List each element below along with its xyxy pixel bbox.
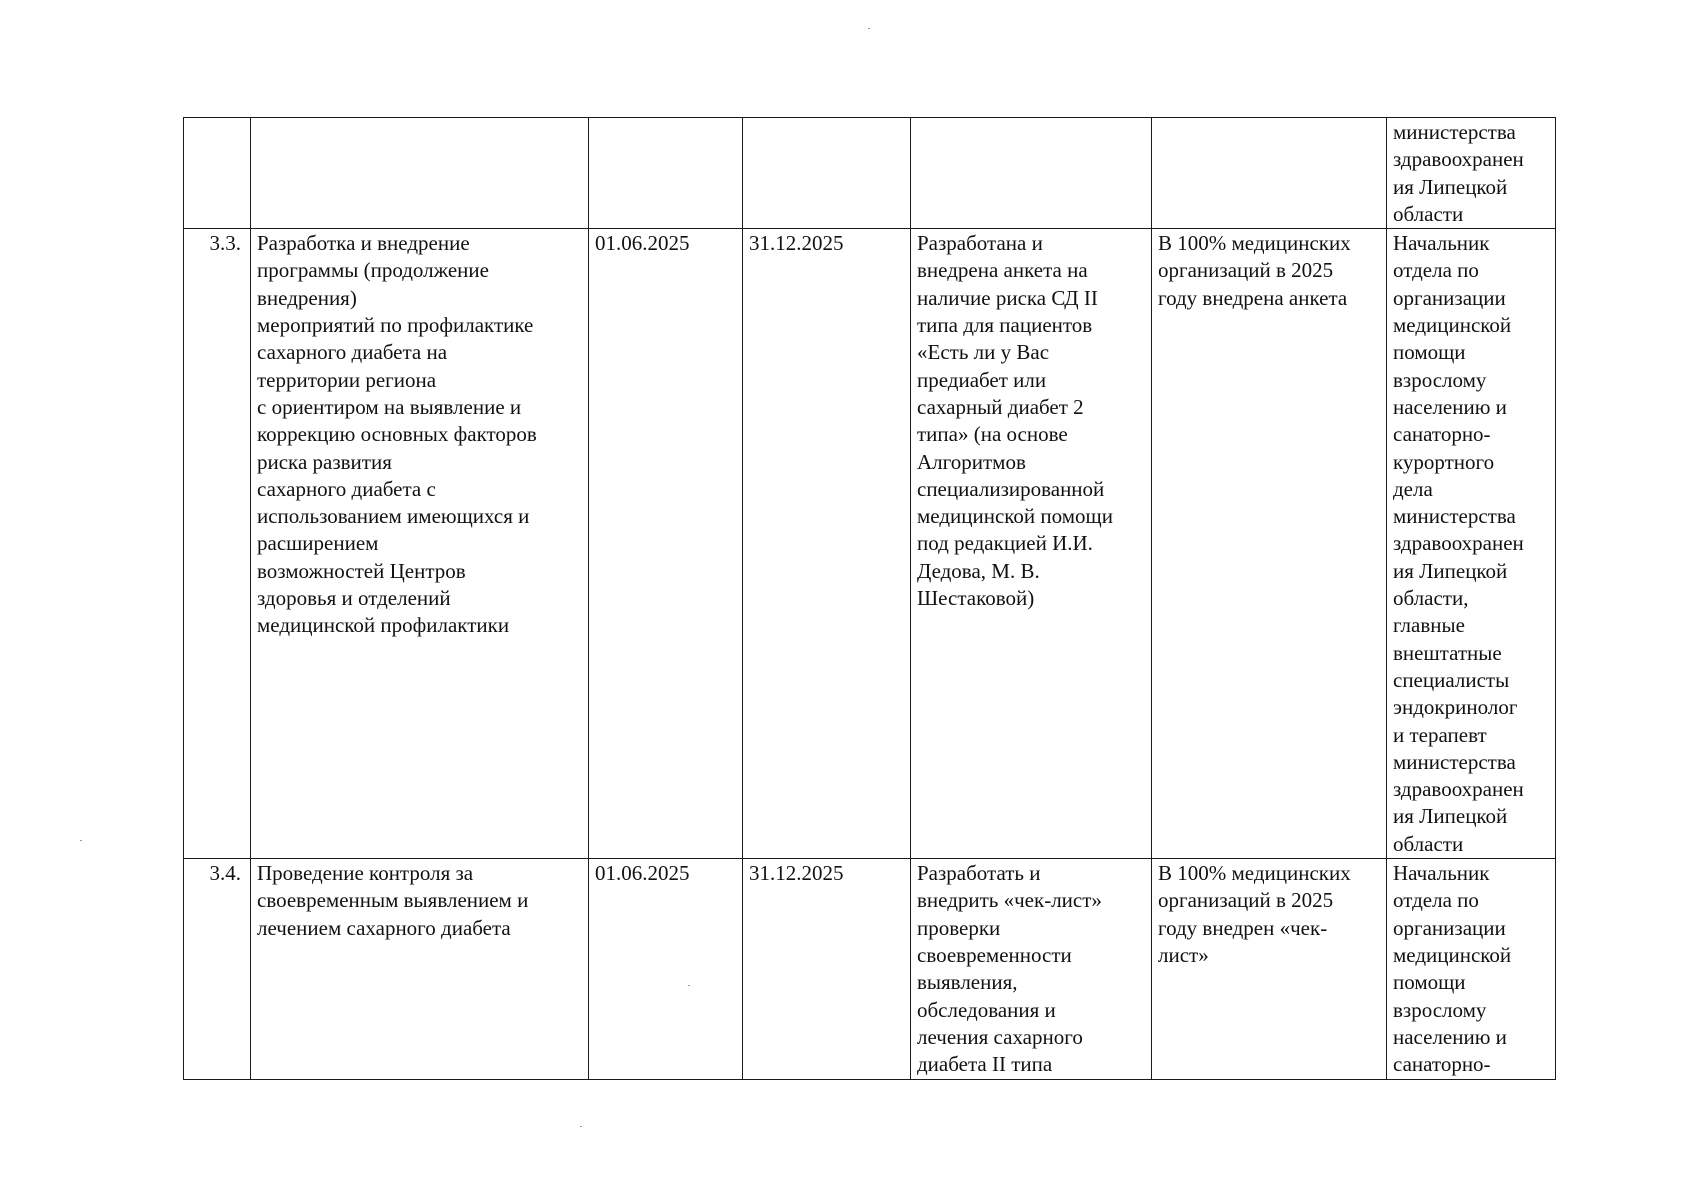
result-cell: Разработать и внедрить «чек-лист» проверки своевременности выявления, обследования и лечения сахарного диабета II типа bbox=[911, 859, 1152, 1079]
start-date-cell: 01.06.2025 bbox=[589, 229, 743, 859]
activity-cell: Проведение контроля за своевременным выявлением и лечением сахарного диабета bbox=[251, 859, 589, 1079]
end-date-cell: 31.12.2025 bbox=[743, 229, 911, 859]
table-row bbox=[184, 118, 1556, 229]
result-cell bbox=[911, 118, 1152, 229]
scan-speck bbox=[80, 840, 82, 841]
activity-cell: Разработка и внедрение программы (продолжение внедрения) мероприятий по профилактике сахарного диабета на территории региона с ориентиром на выявление и коррекцию основных факторов риска развития сахарного диабета с использованием имеющихся и расширением возможностей Центров здоровья и отделений медицинской профилактики bbox=[251, 229, 589, 859]
start-date-cell: 01.06.2025 bbox=[589, 859, 743, 1079]
responsible-cell: министерства здравоохранен ия Липецкой области bbox=[1387, 118, 1556, 229]
scan-speck bbox=[868, 28, 870, 29]
row-number: 3.4. bbox=[184, 859, 251, 1079]
responsible-cell: Начальник отдела по организации медицинской помощи взрослому населению и санаторно- bbox=[1387, 859, 1556, 1079]
table-row bbox=[184, 859, 1556, 1079]
indicator-cell: В 100% медицинских организаций в 2025 году внедрена анкета bbox=[1152, 229, 1387, 859]
result-cell: Разработана и внедрена анкета на наличие риска СД II типа для пациентов «Есть ли у Вас предиабет или сахарный диабет 2 типа» (на основе Алгоритмов специализированной медицинской помощи под редакцией И.И. Дедова, М. В. Шестаковой) bbox=[911, 229, 1152, 859]
row-number: 3.3. bbox=[184, 229, 251, 859]
scan-speck bbox=[580, 1126, 582, 1127]
end-date-cell bbox=[743, 118, 911, 229]
indicator-cell: В 100% медицинских организаций в 2025 году внедрен «чек- лист» bbox=[1152, 859, 1387, 1079]
responsible-cell: Начальник отдела по организации медицинской помощи взрослому населению и санаторно- курортного дела министерства здравоохранен ия Липецкой области, главные внештатные специалисты эндокринолог и терапевт министерства здравоохранен ия Липецкой области bbox=[1387, 229, 1556, 859]
end-date-cell: 31.12.2025 bbox=[743, 859, 911, 1079]
row-number bbox=[184, 118, 251, 229]
table-row bbox=[184, 229, 1556, 859]
indicator-cell bbox=[1152, 118, 1387, 229]
activity-cell bbox=[251, 118, 589, 229]
start-date-cell bbox=[589, 118, 743, 229]
scan-speck bbox=[688, 985, 690, 986]
plan-table bbox=[183, 117, 1556, 1080]
